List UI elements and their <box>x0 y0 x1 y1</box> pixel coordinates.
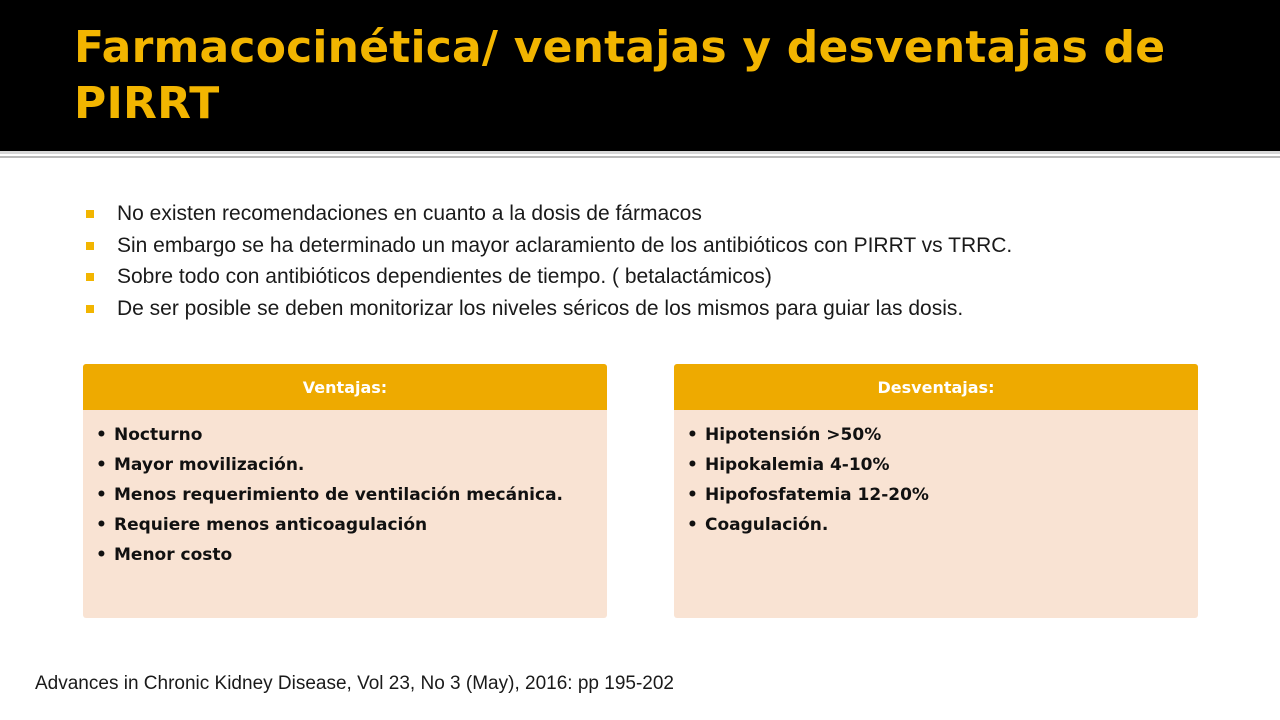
advantages-list <box>83 410 607 566</box>
advantage-item <box>96 484 587 506</box>
advantage-item <box>96 454 587 476</box>
bullet-dot-icon: • <box>687 485 698 505</box>
bullet-item <box>86 230 1236 262</box>
disadvantage-text: Hipotensión >50% <box>705 425 882 445</box>
bullet-text: De ser posible se deben monitorizar los niveles séricos de los mismos para guiar las dosis. <box>117 296 964 320</box>
bullet-dot-icon: • <box>687 455 698 475</box>
advantage-item <box>96 544 587 566</box>
disadvantage-item <box>687 454 1178 476</box>
advantage-item <box>96 424 587 446</box>
disadvantage-text: Hipokalemia 4-10% <box>705 455 890 475</box>
disadvantage-item <box>687 484 1178 506</box>
bullet-dot-icon: • <box>96 515 107 535</box>
square-bullet-icon <box>86 305 94 313</box>
disadvantages-heading: Desventajas: <box>674 364 1198 410</box>
bullet-dot-icon: • <box>96 425 107 445</box>
bullet-text: Sobre todo con antibióticos dependientes de tiempo. ( betalactámicos) <box>117 265 772 288</box>
bullet-dot-icon: • <box>687 425 698 445</box>
disadvantages-list <box>674 410 1198 536</box>
bullet-dot-icon: • <box>96 485 107 505</box>
bullet-list <box>86 198 1236 324</box>
disadvantage-text: Coagulación. <box>705 515 829 535</box>
advantages-heading: Ventajas: <box>83 364 607 410</box>
square-bullet-icon <box>86 210 94 218</box>
advantage-text: Nocturno <box>114 425 203 445</box>
disadvantages-panel <box>674 364 1198 618</box>
advantages-panel <box>83 364 607 618</box>
advantage-text: Menos requerimiento de ventilación mecánica. <box>114 485 564 505</box>
disadvantage-item <box>687 424 1178 446</box>
bullet-text: Sin embargo se ha determinado un mayor aclaramiento de los antibióticos con PIRRT vs TRRC. <box>117 233 1013 257</box>
bullet-dot-icon: • <box>687 515 698 535</box>
bullet-item <box>86 198 1236 230</box>
advantage-text: Mayor movilización. <box>114 455 305 475</box>
advantage-text: Menor costo <box>114 545 233 565</box>
disadvantage-item <box>687 514 1178 536</box>
title-divider <box>0 151 1280 154</box>
square-bullet-icon <box>86 273 94 281</box>
bullet-dot-icon: • <box>96 455 107 475</box>
advantage-text: Requiere menos anticoagulación <box>114 515 428 535</box>
bullet-text: No existen recomendaciones en cuanto a la dosis de fármacos <box>117 202 702 225</box>
bullet-item <box>86 293 1236 325</box>
slide-title: Farmacocinética/ ventajas y desventajas de PIRRT <box>74 22 1166 129</box>
citation: Advances in Chronic Kidney Disease, Vol 23, No 3 (May), 2016: pp 195-202 <box>35 673 674 694</box>
title-bar <box>0 0 1280 151</box>
disadvantage-text: Hipofosfatemia 12-20% <box>705 485 929 505</box>
square-bullet-icon <box>86 242 94 250</box>
title-divider-secondary <box>0 156 1280 158</box>
bullet-dot-icon: • <box>96 545 107 565</box>
bullet-item <box>86 261 1236 293</box>
advantage-item <box>96 514 587 536</box>
